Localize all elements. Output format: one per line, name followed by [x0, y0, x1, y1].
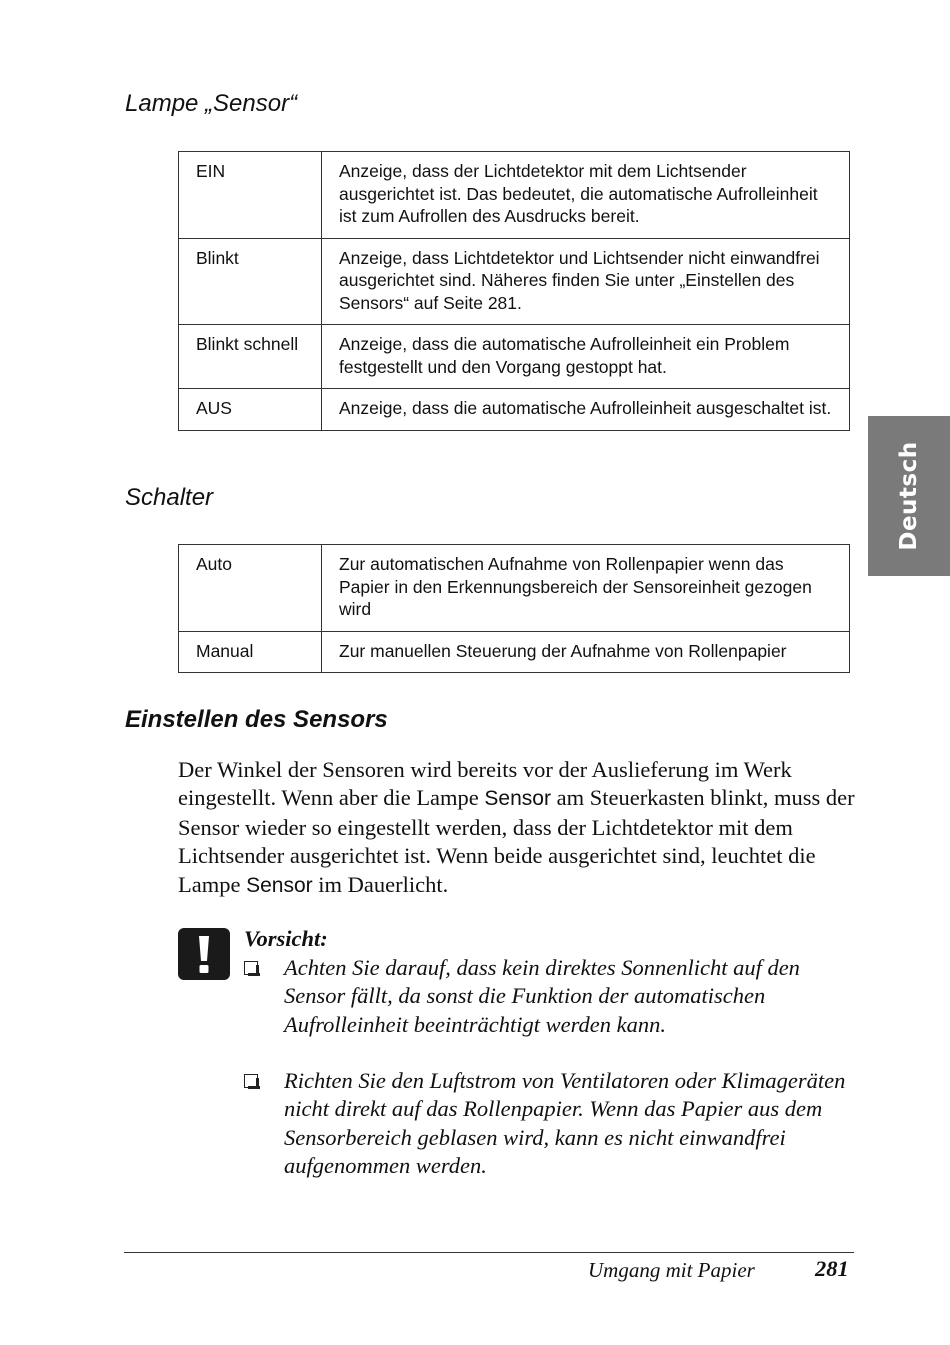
- description-cell: Zur automatischen Aufnahme von Rollenpapier wenn das Papier in den Erkennungsbereich der Sensoreinheit gezogen wird: [322, 545, 850, 632]
- table-row: [179, 389, 850, 431]
- caution-title: Vorsicht:: [244, 926, 328, 951]
- state-cell: AUS: [179, 389, 322, 431]
- footer-section-title: Umgang mit Papier: [588, 1258, 755, 1282]
- caution-item: Achten Sie darauf, dass kein direktes Sonnenlicht auf den Sensor fällt, da sonst die Funktion der automatischen Aufrolleinheit beeinträchtigt werden kann.: [284, 955, 800, 1037]
- body-text: am Steuerkasten blinkt, muss der Sensor wieder so eingestellt werden, dass der Lichtdetektor mit dem Lichtsender ausgerichtet ist. Wenn beide ausgerichtet sind, leuchtet die Lampe: [178, 785, 855, 897]
- page-number: 281: [815, 1256, 849, 1281]
- table-row: [179, 152, 850, 239]
- schalter-table: [178, 544, 850, 673]
- language-tab: [868, 416, 950, 576]
- state-cell: Blinkt: [179, 238, 322, 325]
- section-heading: Einstellen des Sensors: [125, 706, 388, 733]
- lampe-sensor-heading: Lampe „Sensor“: [125, 90, 298, 117]
- checkbox-bullet-icon: [244, 961, 258, 975]
- state-cell: EIN: [179, 152, 322, 239]
- description-cell: Anzeige, dass Lichtdetektor und Lichtsender nicht einwandfrei ausgerichtet sind. Näheres finden Sie unter „Einstellen des Sensors“ auf Seite 281.: [322, 238, 850, 325]
- table-row: [179, 238, 850, 325]
- setting-cell: Auto: [179, 545, 322, 632]
- body-text: Der Winkel der Sensoren wird bereits vor der Auslieferung im Werk eingestellt. Wenn aber die Lampe: [178, 757, 792, 811]
- description-cell: Anzeige, dass die automatische Aufrolleinheit ausgeschaltet ist.: [322, 389, 850, 431]
- body-text: im Dauerlicht.: [312, 871, 449, 897]
- lampe-sensor-table: [178, 151, 850, 431]
- description-cell: Anzeige, dass die automatische Aufrolleinheit ein Problem festgestellt und den Vorgang gestoppt hat.: [322, 325, 850, 389]
- lamp-name: Sensor: [246, 873, 313, 897]
- setting-cell: Manual: [179, 631, 322, 673]
- body-paragraph: [178, 756, 858, 900]
- description-cell: Zur manuellen Steuerung der Aufnahme von Rollenpapier: [322, 631, 850, 673]
- table-row: [179, 631, 850, 673]
- language-tab-label: Deutsch: [896, 441, 922, 551]
- table-row: [179, 545, 850, 632]
- schalter-heading: Schalter: [125, 484, 214, 511]
- lamp-name: Sensor: [484, 787, 551, 811]
- checkbox-bullet-icon: [244, 1074, 258, 1088]
- footer-divider: [124, 1252, 854, 1253]
- state-cell: Blinkt schnell: [179, 325, 322, 389]
- caution-item: Richten Sie den Luftstrom von Ventilatoren oder Klimageräten nicht direkt auf das Rollenpapier. Wenn das Papier aus dem Sensorbereich geblasen wird, kann es nicht einwandfrei aufgenommen werden.: [284, 1068, 846, 1179]
- description-cell: Anzeige, dass der Lichtdetektor mit dem Lichtsender ausgerichtet ist. Das bedeutet, die automatische Aufrolleinheit ist zum Aufrollen des Ausdrucks bereit.: [322, 152, 850, 239]
- caution-exclamation-icon: [178, 928, 230, 980]
- table-row: [179, 325, 850, 389]
